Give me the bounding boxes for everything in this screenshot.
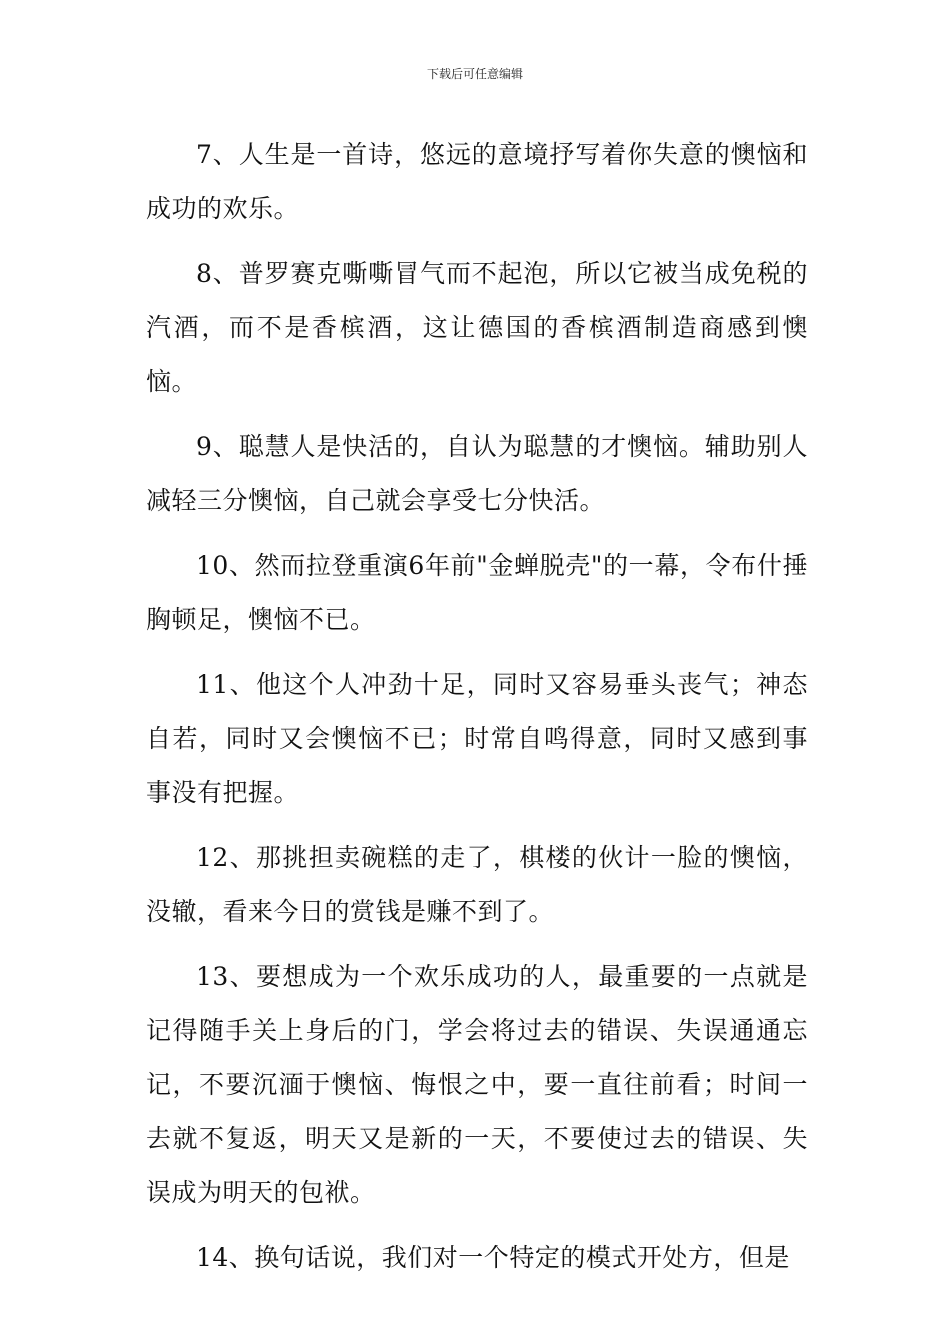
paragraph-9: 9、聪慧人是快活的，自认为聪慧的才懊恼。辅助别人减轻三分懊恼，自己就会享受七分快活。	[146, 432, 808, 515]
document-body	[146, 128, 808, 1296]
paragraph-8: 8、普罗赛克嘶嘶冒气而不起泡，所以它被当成免税的汽酒，而不是香槟酒，这让德国的香槟酒制造商感到懊恼。	[146, 259, 808, 396]
page-header: 下载后可任意编辑	[426, 67, 523, 81]
paragraph-12: 12、那挑担卖碗糕的走了，棋楼的伙计一脸的懊恼，没辙，看来今日的赏钱是赚不到了。	[146, 843, 808, 926]
paragraph-13: 13、要想成为一个欢乐成功的人，最重要的一点就是记得随手关上身后的门，学会将过去的错误、失误通通忘记，不要沉湎于懊恼、悔恨之中，要一直往前看；时间一去就不复返，明天又是新的一天，不要使过去的错误、失误成为明天的包袱。	[146, 962, 808, 1207]
paragraph-10: 10、然而拉登重演6年前"金蝉脱壳"的一幕，令布什捶胸顿足，懊恼不已。	[146, 551, 808, 634]
paragraph-14: 14、换句话说，我们对一个特定的模式开处方，但是	[196, 1243, 790, 1272]
paragraph-7: 7、人生是一首诗，悠远的意境抒写着你失意的懊恼和成功的欢乐。	[146, 140, 808, 223]
paragraph-11: 11、他这个人冲劲十足，同时又容易垂头丧气；神态自若，同时又会懊恼不已；时常自鸣得意，同时又感到事事没有把握。	[146, 670, 808, 807]
